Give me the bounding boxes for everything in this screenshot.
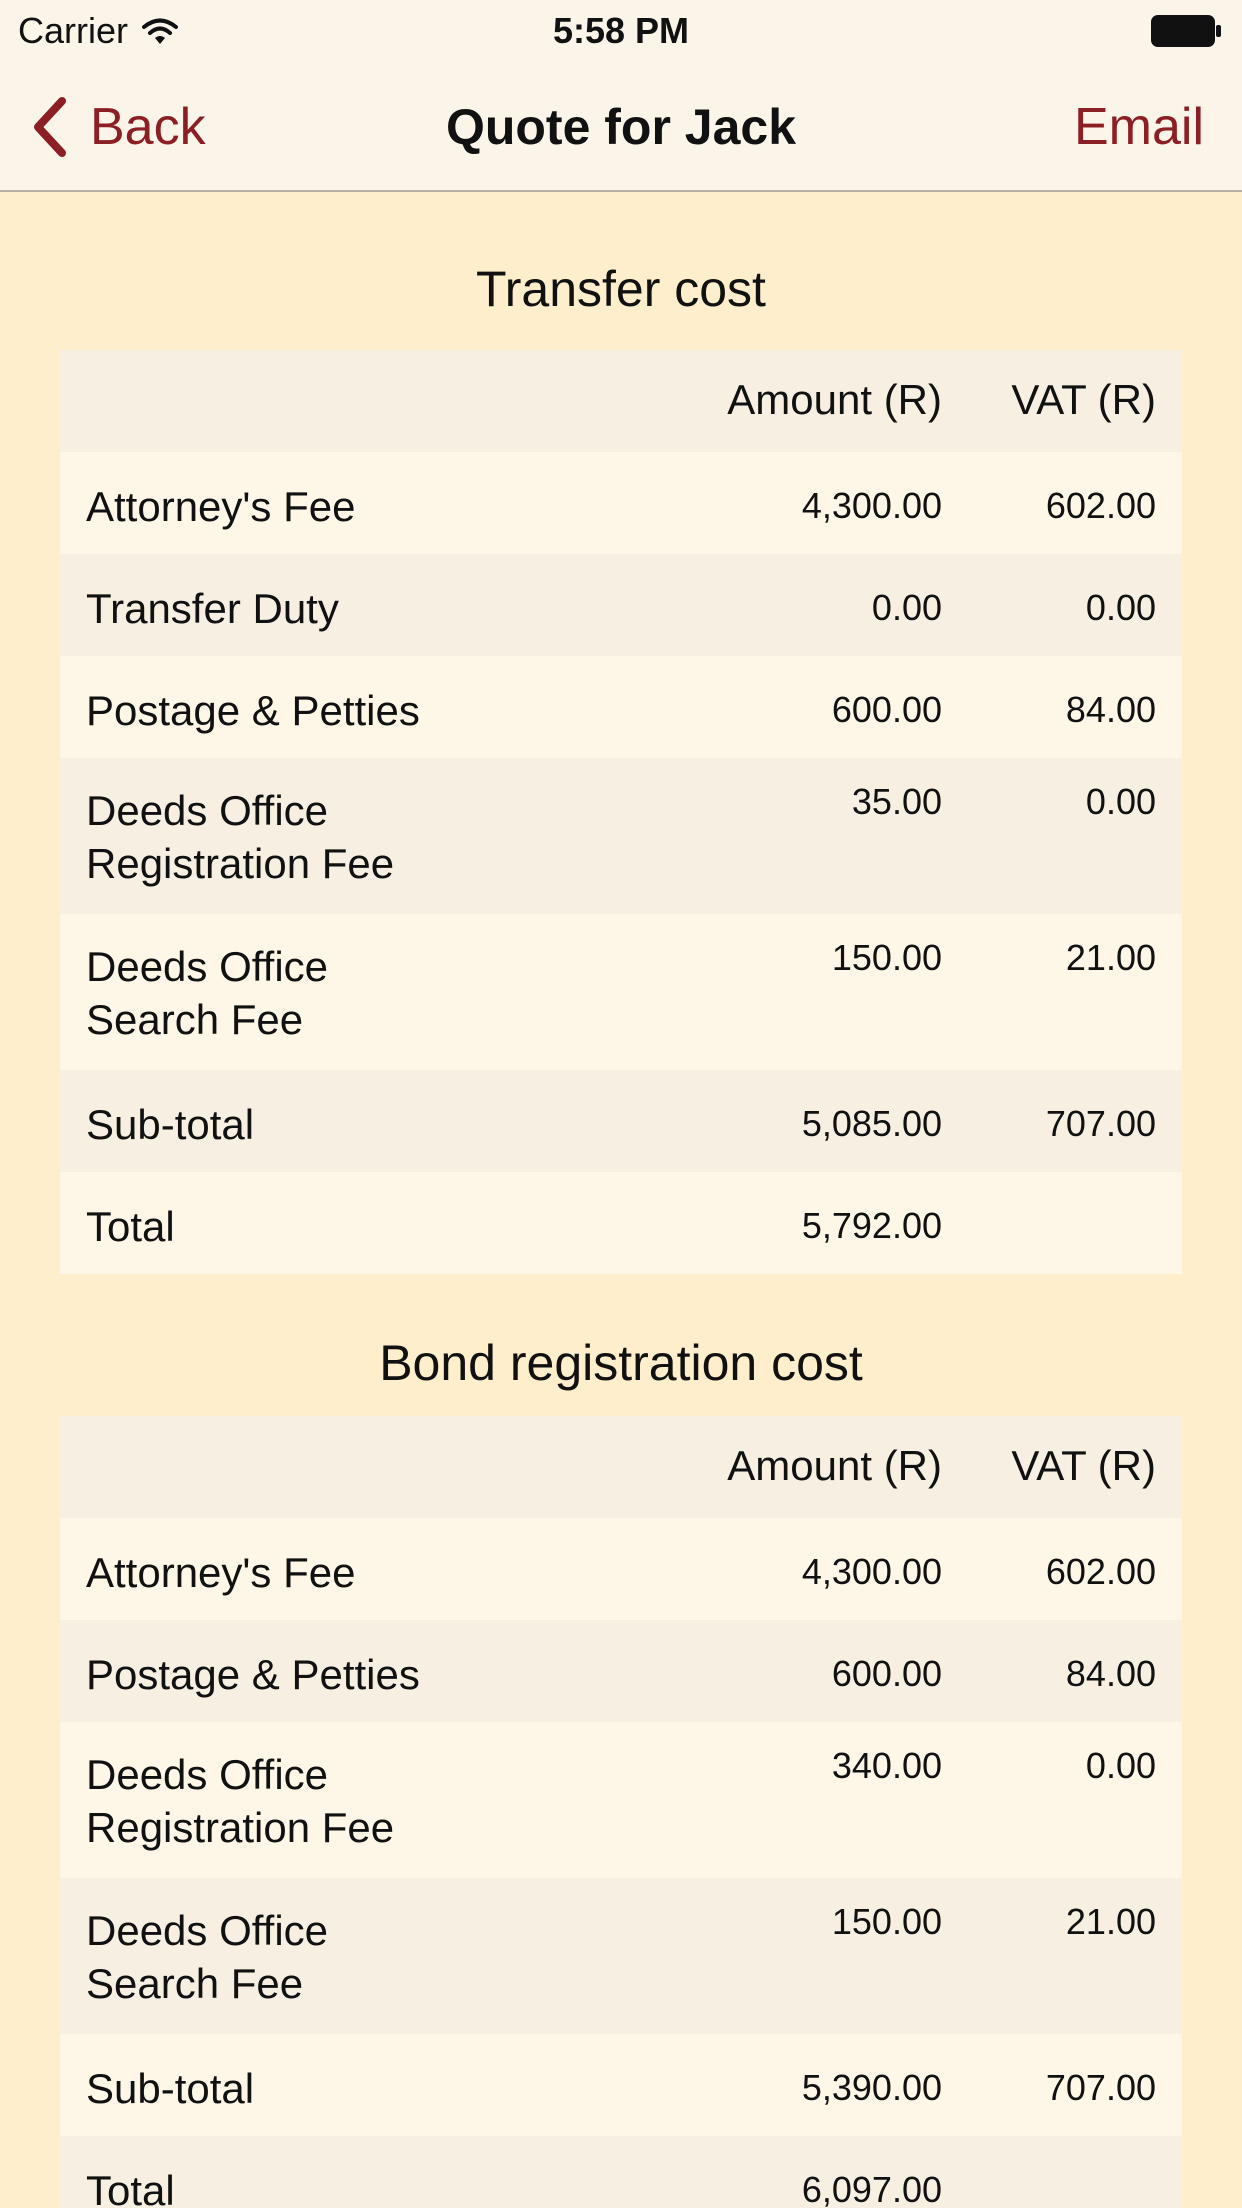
back-button[interactable] — [30, 92, 206, 162]
table-row — [60, 452, 1182, 554]
table-row — [60, 1620, 1182, 1722]
row-vat: 84.00 — [1065, 689, 1156, 730]
row-label: Attorney's Fee — [86, 1549, 356, 1596]
carrier-info — [18, 10, 178, 52]
amount-column-header: Amount (R) — [727, 1442, 942, 1489]
status-bar — [0, 0, 1242, 62]
row-label-line: Registration Fee — [86, 840, 395, 887]
row-amount: 35.00 — [851, 781, 942, 822]
table-header-row — [60, 1416, 1182, 1518]
vat-column-header: VAT (R) — [1011, 376, 1156, 423]
table-header-row — [60, 350, 1182, 452]
row-amount: 150.00 — [831, 937, 942, 978]
table-row — [60, 656, 1182, 758]
row-label: Sub-total — [86, 1101, 255, 1148]
table-row — [60, 758, 1182, 914]
row-amount: 4,300.00 — [801, 485, 942, 526]
wifi-icon — [142, 16, 178, 46]
amount-column-header: Amount (R) — [727, 376, 942, 423]
row-amount: 600.00 — [831, 689, 942, 730]
bond-section-title: Bond registration cost — [379, 1335, 863, 1391]
total-row — [60, 2136, 1182, 2208]
row-label: Total — [86, 2167, 175, 2208]
carrier-label: Carrier — [18, 10, 129, 51]
row-label-line: Search Fee — [86, 1960, 304, 2007]
page-title: Quote for Jack — [445, 99, 797, 155]
row-vat: 21.00 — [1065, 937, 1156, 978]
row-amount: 0.00 — [871, 587, 942, 628]
row-amount: 5,390.00 — [801, 2067, 942, 2108]
transfer-cost-table — [60, 350, 1182, 1274]
table-row — [60, 1518, 1182, 1620]
row-label: Postage & Petties — [86, 687, 420, 734]
bond-cost-table — [60, 1416, 1182, 2208]
row-vat: 0.00 — [1085, 781, 1156, 822]
row-label: Transfer Duty — [86, 585, 339, 632]
row-vat: 602.00 — [1045, 1551, 1156, 1592]
row-label-line: Deeds Office — [86, 787, 329, 834]
quote-content[interactable] — [0, 194, 1242, 2208]
row-label — [86, 784, 646, 890]
row-label — [86, 1904, 646, 2010]
row-vat: 707.00 — [1045, 1103, 1156, 1144]
row-amount: 4,300.00 — [801, 1551, 942, 1592]
back-button-label: Back — [90, 98, 206, 156]
row-vat: 21.00 — [1065, 1901, 1156, 1942]
row-amount: 150.00 — [831, 1901, 942, 1942]
top-bar — [0, 0, 1242, 192]
vat-column-header: VAT (R) — [1011, 1442, 1156, 1489]
row-label: Sub-total — [86, 2065, 255, 2112]
row-label-line: Search Fee — [86, 996, 304, 1043]
row-vat: 707.00 — [1045, 2067, 1156, 2108]
row-label-line: Deeds Office — [86, 1751, 329, 1798]
transfer-section-title: Transfer cost — [476, 261, 766, 317]
status-time: 5:58 PM — [552, 10, 690, 51]
row-vat: 0.00 — [1085, 587, 1156, 628]
row-vat: 0.00 — [1085, 1745, 1156, 1786]
row-amount: 5,792.00 — [801, 1205, 942, 1246]
navigation-bar — [0, 62, 1242, 192]
row-label: Postage & Petties — [86, 1651, 420, 1698]
row-amount: 5,085.00 — [801, 1103, 942, 1144]
table-row — [60, 554, 1182, 656]
battery-icon — [1150, 14, 1222, 48]
subtotal-row — [60, 2034, 1182, 2136]
row-amount: 340.00 — [831, 1745, 942, 1786]
row-amount: 6,097.00 — [801, 2169, 942, 2208]
row-label-line: Registration Fee — [86, 1804, 395, 1851]
total-row — [60, 1172, 1182, 1274]
row-amount: 600.00 — [831, 1653, 942, 1694]
table-row — [60, 1878, 1182, 2034]
row-label: Attorney's Fee — [86, 483, 356, 530]
row-label — [86, 1748, 646, 1854]
table-row — [60, 1722, 1182, 1878]
row-vat: 84.00 — [1065, 1653, 1156, 1694]
row-label — [86, 940, 646, 1046]
subtotal-row — [60, 1070, 1182, 1172]
email-button[interactable]: Email — [1073, 98, 1204, 156]
table-row — [60, 914, 1182, 1070]
back-chevron-icon — [30, 95, 70, 159]
row-label-line: Deeds Office — [86, 943, 329, 990]
row-label-line: Deeds Office — [86, 1907, 329, 1954]
row-label: Total — [86, 1203, 175, 1250]
row-vat: 602.00 — [1045, 485, 1156, 526]
